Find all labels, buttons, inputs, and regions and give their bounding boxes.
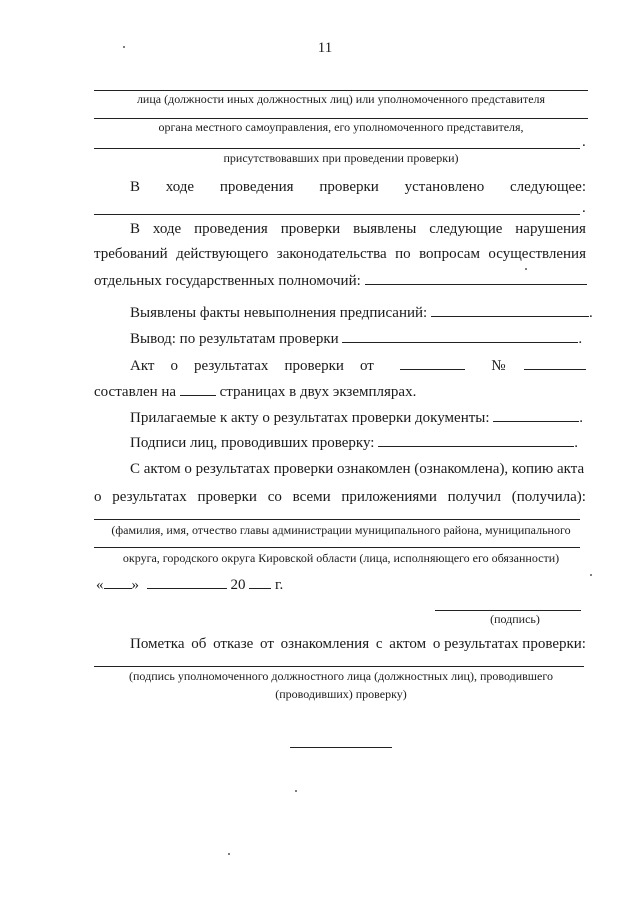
word: нарушения xyxy=(515,221,586,237)
word: проверки xyxy=(319,179,379,195)
page-number: 11 xyxy=(317,40,333,56)
pages-suffix: страницах в двух экземплярах. xyxy=(219,384,417,400)
pages-field[interactable] xyxy=(180,383,216,396)
blank-line xyxy=(94,118,588,119)
word: действующего xyxy=(176,246,269,262)
violations-line-3 xyxy=(94,272,587,290)
blank-line xyxy=(94,547,580,548)
closing-rule xyxy=(290,747,392,748)
acquainted-line-1: С актом о результатах проверки ознакомлен (ознакомлена), копию акта xyxy=(130,461,585,477)
word: о xyxy=(94,489,102,505)
period: . xyxy=(588,305,593,321)
word: проверки xyxy=(280,221,341,237)
word: проведения xyxy=(219,179,294,195)
close-quote: » xyxy=(131,577,139,593)
conclusion-field[interactable] xyxy=(342,330,578,343)
signature-caption: (подпись) xyxy=(490,612,540,626)
official-signature-caption-2: (проводивших) проверку) xyxy=(275,687,407,701)
word: требований xyxy=(94,246,168,262)
word: получил xyxy=(447,489,501,505)
period: . xyxy=(579,410,584,426)
facts-field[interactable] xyxy=(431,304,589,317)
word: вопросам xyxy=(419,246,480,262)
facts-label: Выявлены факты невыполнения предписаний: xyxy=(130,305,428,321)
word: В xyxy=(130,221,141,237)
word: В xyxy=(130,179,141,195)
act-date-field[interactable] xyxy=(400,357,466,370)
word: проверки xyxy=(284,358,344,374)
word: ходе xyxy=(165,179,195,195)
open-quote: « xyxy=(96,577,104,593)
attached-label: Прилагаемые к акту о результатах проверки документы: xyxy=(130,410,490,426)
word: с xyxy=(375,636,383,652)
word: ознакомления xyxy=(280,636,370,652)
head-signature-caption-2: округа, городского округа Кировской области (лица, исполняющего его обязанности) xyxy=(122,551,560,565)
attached-line xyxy=(130,409,583,427)
signature-line xyxy=(435,610,581,611)
act-number-field[interactable] xyxy=(524,357,586,370)
caption-line: органа местного самоуправления, его уполномоченного представителя, xyxy=(158,120,524,134)
day-field[interactable] xyxy=(104,576,132,589)
signatures-line xyxy=(130,434,578,452)
word: приложениями xyxy=(341,489,437,505)
violations-field[interactable] xyxy=(365,272,587,285)
period: . xyxy=(578,331,583,347)
official-signature-caption: (подпись уполномоченного должностного лица (должностных лиц), проводившего xyxy=(129,669,553,683)
year-suffix: г. xyxy=(275,577,284,593)
word: Пометка xyxy=(130,636,185,652)
word: осуществления xyxy=(488,246,586,262)
scan-speck xyxy=(590,574,592,576)
word: об xyxy=(191,636,207,652)
pages-prefix: составлен на xyxy=(94,384,177,400)
year-field[interactable] xyxy=(249,576,271,589)
conclusion-line xyxy=(130,330,582,348)
signatures-field[interactable] xyxy=(378,434,574,447)
word: всеми xyxy=(292,489,331,505)
word: проведения xyxy=(194,221,268,237)
period: . xyxy=(582,200,586,216)
violations-line-2 xyxy=(94,246,586,263)
word: со xyxy=(267,489,282,505)
date-line xyxy=(96,576,283,594)
word: Акт xyxy=(130,358,155,374)
word: проверки xyxy=(197,489,257,505)
word: следующие xyxy=(429,221,503,237)
scan-speck xyxy=(295,790,297,792)
number-sign: № xyxy=(491,358,506,374)
scan-speck xyxy=(228,853,230,855)
refusal-line xyxy=(130,636,586,653)
word: ходе xyxy=(152,221,182,237)
act-line xyxy=(130,357,586,375)
blank-line xyxy=(94,214,580,215)
word: по xyxy=(395,246,411,262)
caption-line: присутствовавших при проведении проверки) xyxy=(223,151,459,165)
word: следующее: xyxy=(510,179,586,195)
blank-line xyxy=(94,666,584,667)
attached-field[interactable] xyxy=(493,409,579,422)
word: результатах xyxy=(193,358,269,374)
word: отказе xyxy=(213,636,254,652)
word: законодательства xyxy=(276,246,387,262)
facts-line xyxy=(130,304,593,322)
year-prefix: 20 xyxy=(230,577,246,593)
established-line xyxy=(130,179,586,196)
blank-line xyxy=(94,519,580,520)
word: результатах xyxy=(112,489,187,505)
word: от xyxy=(260,636,274,652)
period: . xyxy=(574,435,578,451)
word: о результатах проверки: xyxy=(432,636,586,652)
acquainted-line-2 xyxy=(94,489,586,506)
act-pages-line xyxy=(94,383,416,401)
word: выявлены xyxy=(353,221,417,237)
month-field[interactable] xyxy=(147,576,227,589)
violations-label: отдельных государственных полномочий: xyxy=(94,273,361,289)
word: (получила): xyxy=(511,489,586,505)
conclusion-label: Вывод: по результатам проверки xyxy=(130,331,339,347)
word: актом xyxy=(389,636,427,652)
period: . xyxy=(582,134,586,150)
word: установлено xyxy=(404,179,485,195)
head-signature-caption: (фамилия, имя, отчество главы администрации муниципального района, муниципального xyxy=(111,523,571,537)
blank-line xyxy=(94,148,580,149)
caption-line: лица (должности иных должностных лиц) или уполномоченного представителя xyxy=(136,92,546,106)
violations-line-1 xyxy=(130,221,586,238)
scan-speck xyxy=(525,268,527,270)
scan-speck xyxy=(123,46,125,48)
signatures-label: Подписи лиц, проводивших проверку: xyxy=(130,435,375,451)
word: о xyxy=(170,358,178,374)
blank-line xyxy=(94,90,588,91)
word: от xyxy=(359,358,374,374)
